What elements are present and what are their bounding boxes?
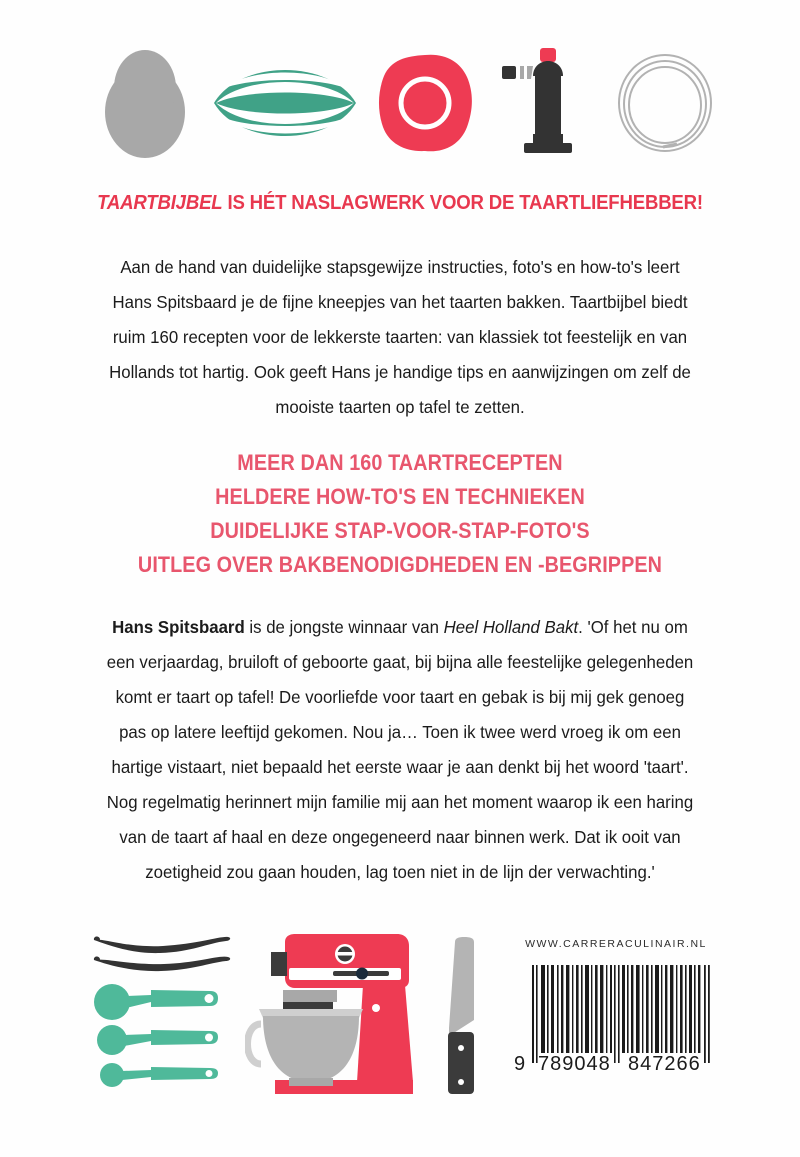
stand-mixer-icon xyxy=(245,930,425,1098)
donut-ring-icon xyxy=(365,43,485,163)
bottom-section xyxy=(0,928,800,1113)
headline-rest: IS HÉT NASLAGWERK VOOR DE TAARTLIEFHEBBER! xyxy=(222,192,703,214)
barcode-lead-digit: 9 xyxy=(514,1053,527,1075)
publisher-url: WWW.CARRERACULINAIR.NL xyxy=(525,938,707,950)
bio-lead: is de jongste winnaar van xyxy=(244,617,444,637)
vanilla-pod-icon xyxy=(205,43,365,163)
barcode-group-2: 847266 xyxy=(628,1053,701,1075)
egg-icon xyxy=(85,43,205,163)
feature-item: DUIDELIJKE STAP-VOOR-STAP-FOTO'S xyxy=(210,518,590,543)
wire-coil-icon xyxy=(605,43,725,163)
utensils-group xyxy=(88,928,238,1093)
palette-knife-icon xyxy=(443,936,489,1098)
blowtorch-icon xyxy=(485,43,605,163)
barcode xyxy=(510,965,715,1093)
feature-item: UITLEG OVER BAKBENODIGDHEDEN EN -BEGRIPPEN xyxy=(137,552,663,577)
bio-lead-end: . xyxy=(578,617,583,637)
feature-list xyxy=(40,446,760,582)
author-bio xyxy=(100,610,699,890)
barcode-bars xyxy=(532,965,712,1063)
headline-emphasis: TAARTBIJBEL xyxy=(97,192,223,214)
headline xyxy=(28,192,772,215)
vanilla-beans-icon xyxy=(94,936,230,971)
author-name: Hans Spitsbaard xyxy=(112,617,245,637)
intro-paragraph: Aan de hand van duidelijke stapsgewijze instructies, foto's en how-to's leert Hans Spitsbaard je de fijne kneepjes van het taarten bakken. Taartbijbel biedt ruim 160 recepten voor de lekkerste taarten: van klassiek tot feestelijk en van Hollands tot hartig. Ook geeft Hans je handige tips en aanwijzingen om zelf de mooiste taarten op tafel te zetten. xyxy=(109,257,691,417)
feature-item: MEER DAN 160 TAARTRECEPTEN xyxy=(237,450,563,475)
measuring-spoons-icon xyxy=(94,984,218,1087)
feature-item: HELDERE HOW-TO'S EN TECHNIEKEN xyxy=(215,484,585,509)
show-title: Heel Holland Bakt xyxy=(443,617,579,637)
top-icon-strip xyxy=(85,38,725,168)
barcode-group-1: 789048 xyxy=(538,1053,611,1075)
bio-quote: 'Of het nu om een verjaardag, bruiloft of geboorte gaat, bij bijna alle feestelijke gelegenheden komt er taart op tafel! De voorliefde voor taart en gebak is bij mij gek genoeg pas op latere leeftijd gekomen. Nou ja… Toen ik twee werd vroeg ik om een hartige vistaart, niet bepaald het eerste waar je aan denkt bij het woord 'taart'. Nog regelmatig herinnert mijn familie mij aan het moment waarop ik een haring van de taart af haal en deze ongegeneerd naar binnen werk. Dat ik ooit van zoetigheid zou gaan houden, lag toen niet in de lijn der verwachting.' xyxy=(106,617,694,882)
